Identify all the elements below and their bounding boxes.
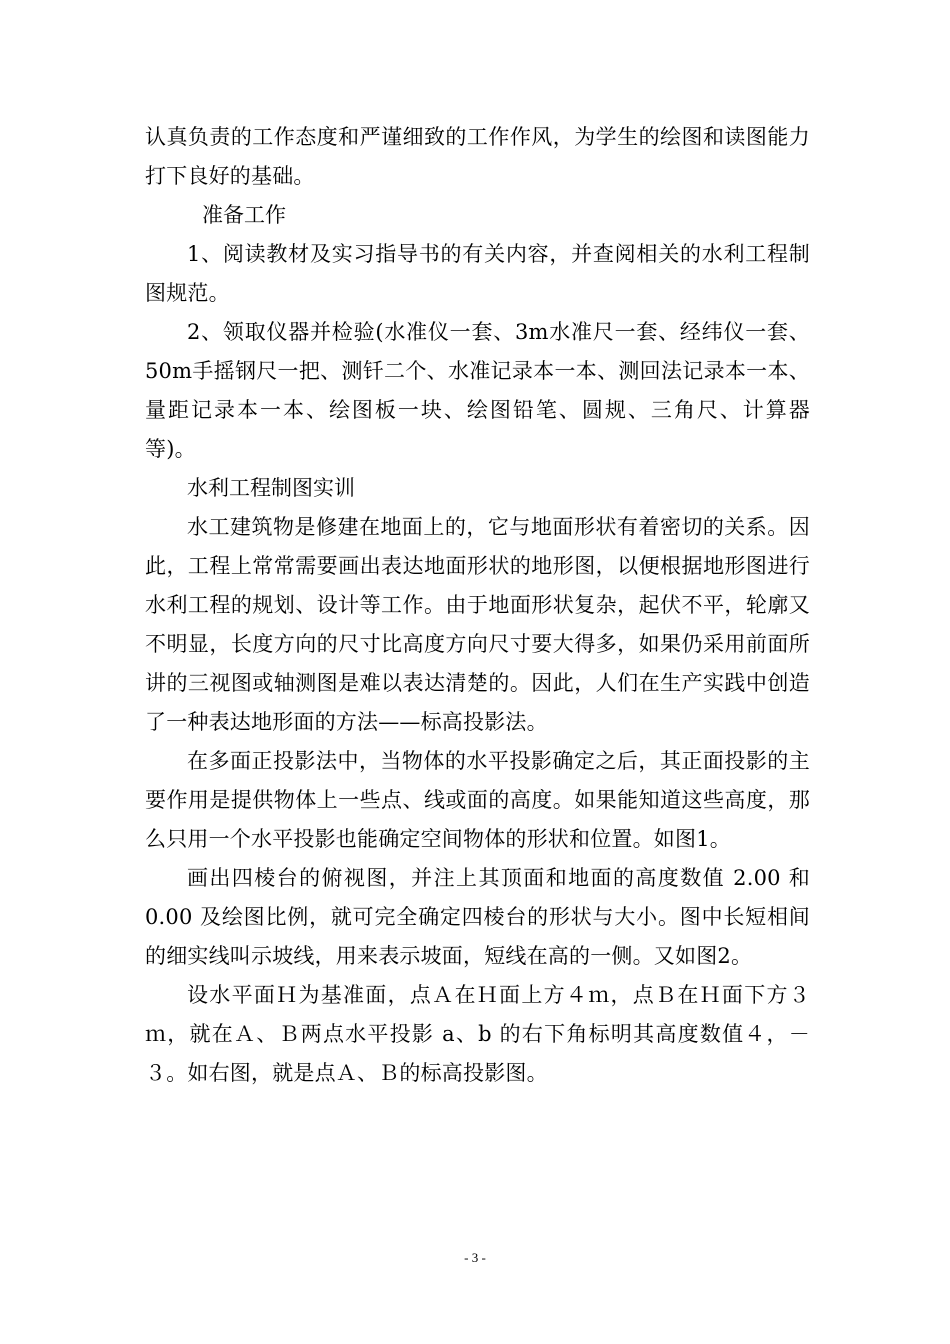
- page-number: - 3 -: [464, 1250, 486, 1265]
- document-body: [145, 118, 810, 1093]
- paragraph-orthographic-projection: 在多面正投影法中，当物体的水平投影确定之后，其正面投影的主要作用是提供物体上一些点、线或面的高度。如果能知道这些高度，那么只用一个水平投影也能确定空间物体的形状和位置。如图1。: [145, 749, 810, 851]
- paragraph-frustum: 画出四棱台的俯视图，并注上其顶面和地面的高度数值 2.00 和 0.00 及绘图比例，就可完全确定四棱台的形状与大小。图中长短相间的细实线叫示坡线，用来表示坡面，短线在高的一侧。又如图2。: [145, 866, 810, 968]
- paragraph-prep-step-1: 1、阅读教材及实习指导书的有关内容，并查阅相关的水利工程制图规范。: [145, 242, 810, 305]
- paragraph-intro: 认真负责的工作态度和严谨细致的工作作风，为学生的绘图和读图能力打下良好的基础。: [145, 125, 810, 188]
- paragraph-prep-step-2: 2、领取仪器并检验(水准仪一套、3m水准尺一套、经纬仪一套、50m手摇钢尺一把、测钎二个、水准记录本一本、测回法记录本一本、量距记录本一本、绘图板一块、绘图铅笔、圆规、三角尺、计算器等)。: [145, 320, 810, 461]
- paragraph-hydraulic-structures: 水工建筑物是修建在地面上的，它与地面形状有着密切的关系。因此，工程上常常需要画出表达地面形状的地形图，以便根据地形图进行水利工程的规划、设计等工作。由于地面形状复杂，起伏不平，轮廓又不明显，长度方向的尺寸比高度方向尺寸要大得多，如果仍采用前面所讲的三视图或轴测图是难以表达清楚的。因此，人们在生产实践中创造了一种表达地形面的方法——标高投影法。: [145, 515, 810, 734]
- heading-preparation: 准备工作: [202, 203, 286, 227]
- heading-drawing-training: 水利工程制图实训: [187, 476, 355, 500]
- paragraph-elevation-points: 设水平面Ｈ为基准面，点Ａ在Ｈ面上方４ｍ，点Ｂ在Ｈ面下方３ｍ，就在Ａ、Ｂ两点水平投影 a、b 的右下角标明其高度数值４，－３。如右图，就是点Ａ、Ｂ的标高投影图。: [145, 983, 810, 1085]
